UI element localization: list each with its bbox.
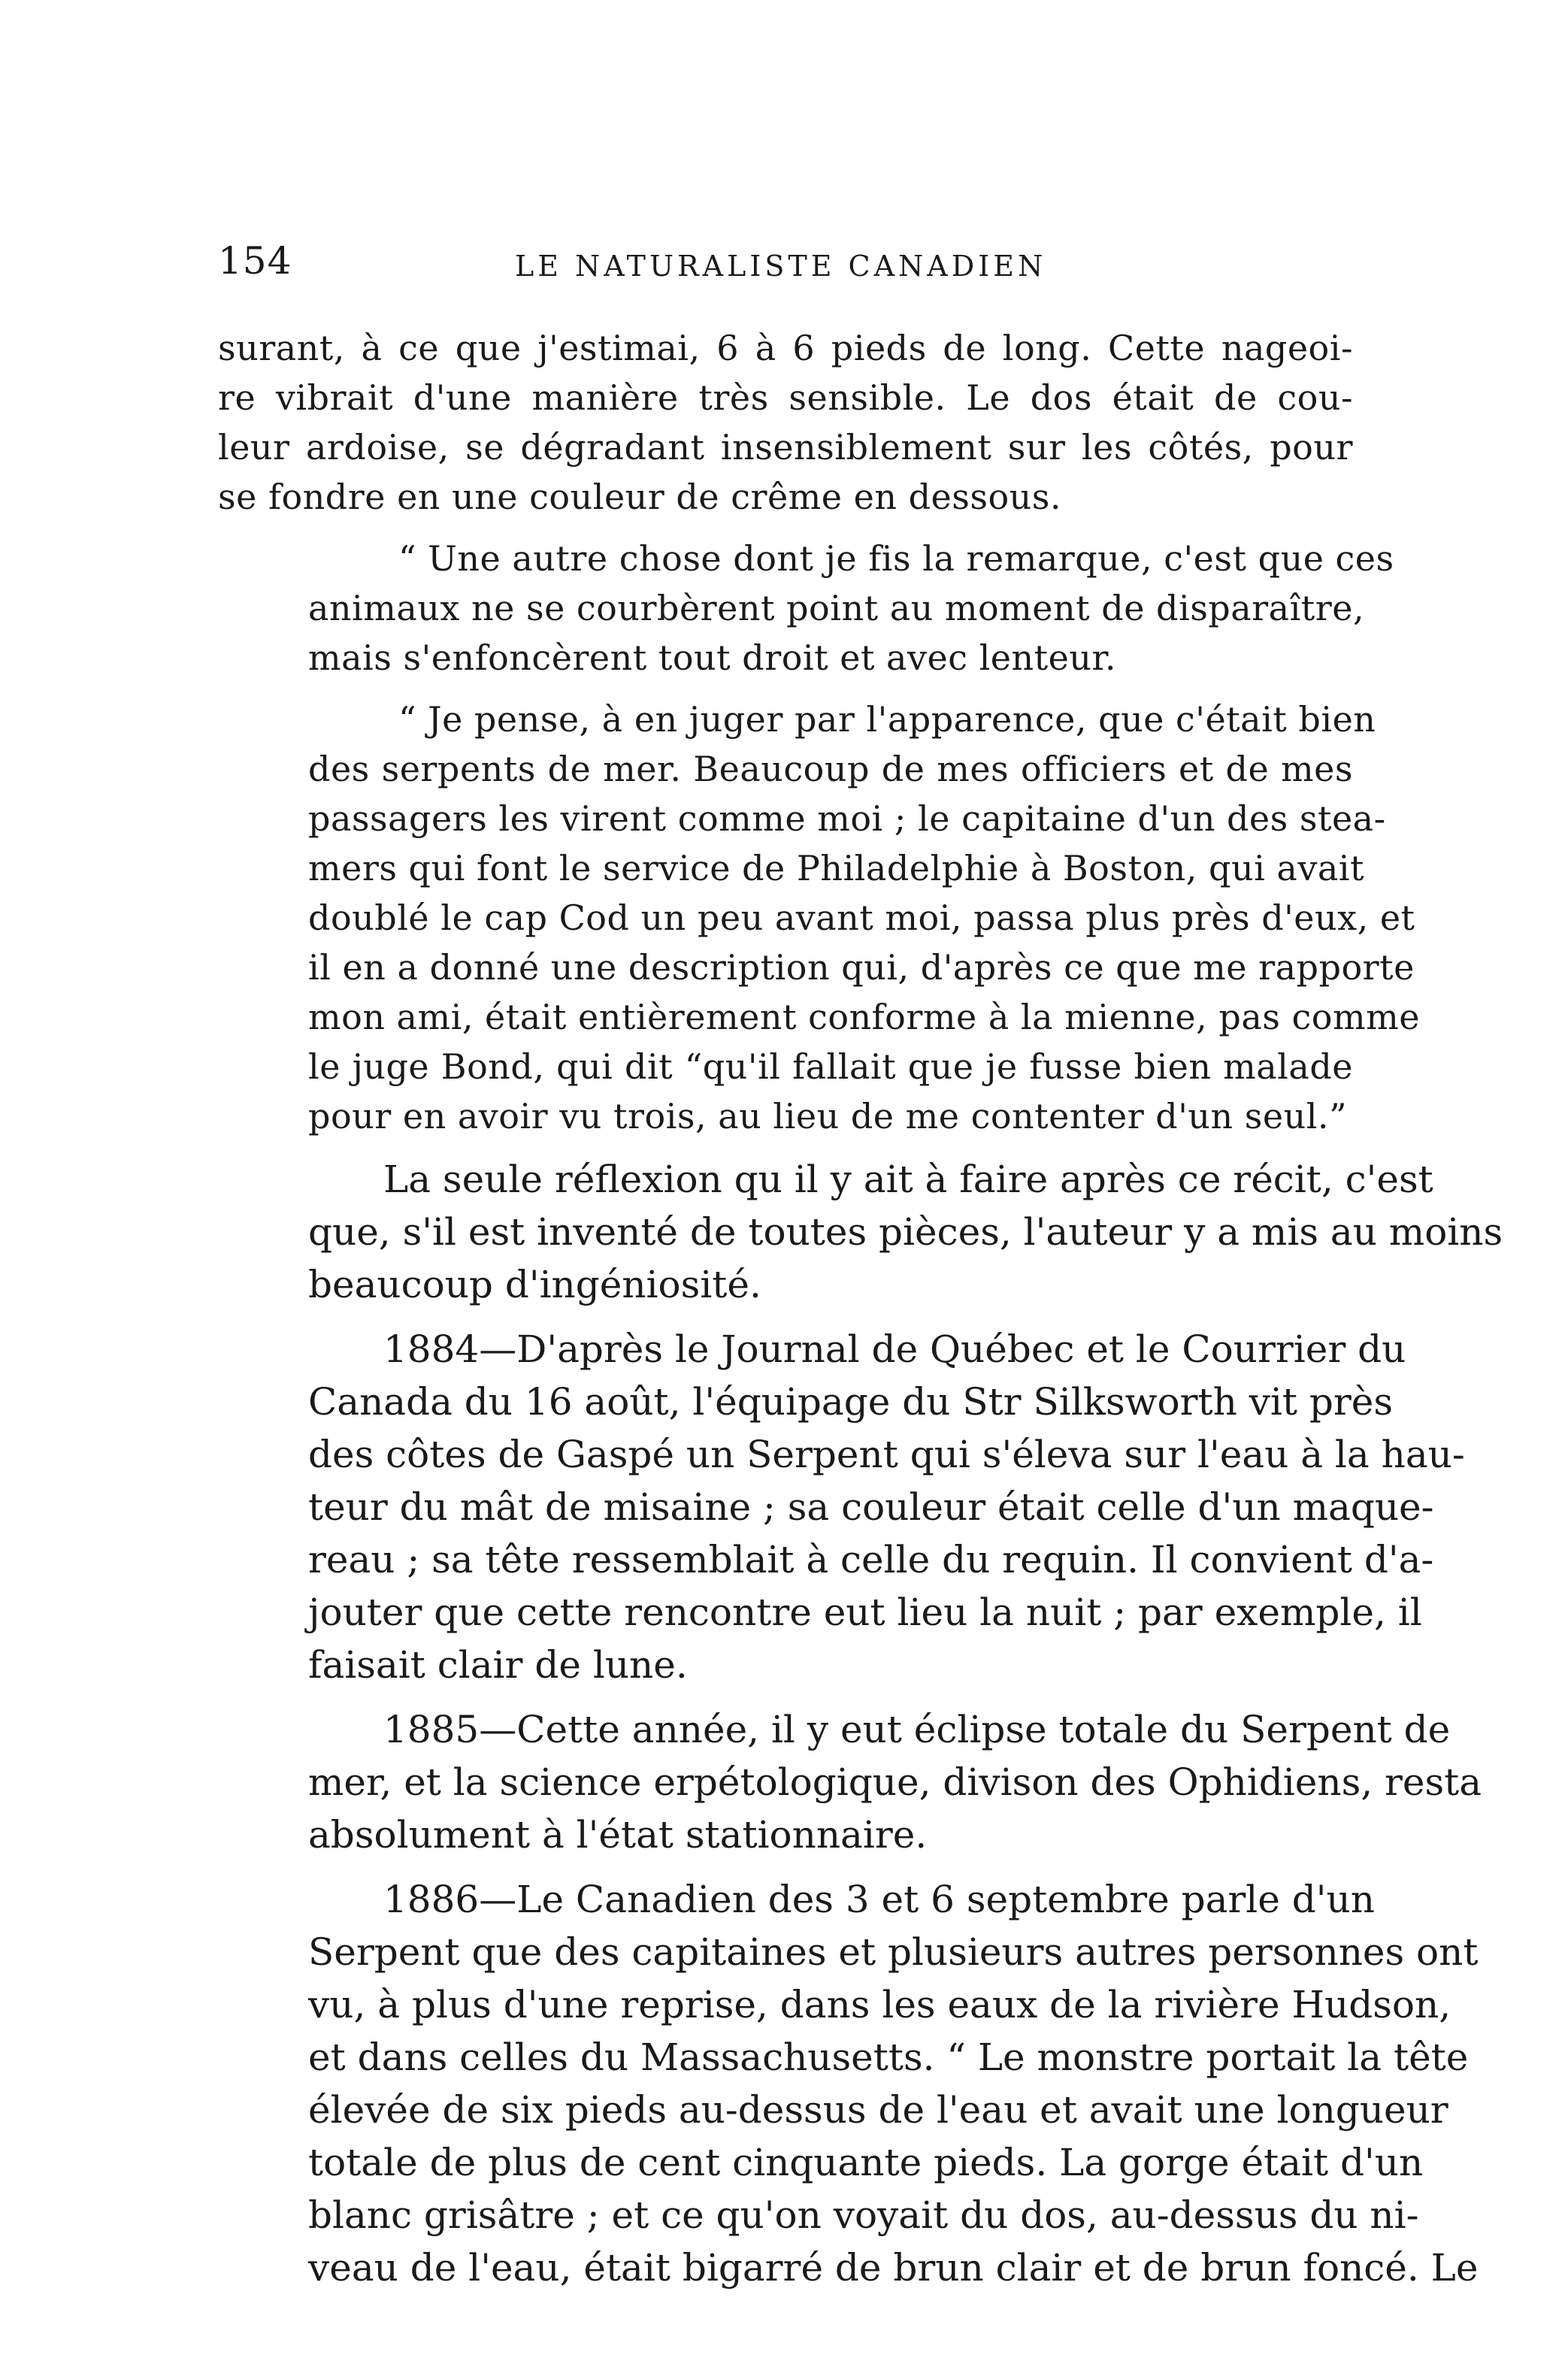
paragraph-1886 [218, 1873, 1479, 2294]
text-line: le juge Bond, qui dit “qu'il fallait que je fusse bien malade [308, 1046, 1353, 1087]
text-line: re vibrait d'une manière très sensible. Le dos était de cou- [218, 377, 1353, 418]
text-line: surant, à ce que j'estimai, 6 à 6 pieds de long. Cette nageoi- [218, 328, 1353, 368]
text-line: Canada du 16 août, l'équipage du Str Silksworth vit près [308, 1380, 1394, 1424]
text-line: absolument à l'état stationnaire. [308, 1813, 928, 1857]
text-line: se fondre en une couleur de crême en dessous. [218, 477, 1062, 517]
text-line: mers qui font le service de Philadelphie à Boston, qui avait [308, 848, 1364, 888]
text-line: blanc grisâtre ; et ce qu'on voyait du dos, au-dessus du ni- [308, 2193, 1419, 2237]
text-line: vu, à plus d'une reprise, dans les eaux de la rivière Hudson, [308, 1983, 1451, 2026]
paragraph-quote-3 [218, 695, 1420, 1141]
page-number: 154 [218, 239, 292, 283]
text-line: 1886—Le Canadien des 3 et 6 septembre parle d'un [383, 1878, 1375, 1921]
page-header [218, 239, 1346, 299]
text-line: et dans celles du Massachusetts. “ Le monstre portait la tête [308, 2035, 1469, 2079]
text-line: totale de plus de cent cinquante pieds. La gorge était d'un [308, 2141, 1424, 2184]
text-line: Serpent que des capitaines et plusieurs autres personnes ont [308, 1930, 1479, 1974]
text-line: des serpents de mer. Beaucoup de mes officiers et de mes [308, 749, 1353, 789]
text-line: beaucoup d'ingéniosité. [308, 1263, 761, 1306]
text-line: “ Une autre chose dont je fis la remarque, c'est que ces [398, 538, 1394, 579]
running-title: LE NATURALISTE CANADIEN [515, 250, 1047, 283]
text-line: passagers les virent comme moi ; le capitaine d'un des stea- [308, 798, 1386, 839]
text-line: élevée de six pieds au-dessus de l'eau et avait une longueur [308, 2088, 1448, 2132]
text-line: mon ami, était entièrement conforme à la mienne, pas comme [308, 997, 1420, 1037]
text-line: mer, et la science erpétologique, divison des Ophidiens, resta [308, 1760, 1482, 1804]
paragraph-continued-quote [218, 323, 1353, 522]
text-line: leur ardoise, se dégradant insensiblement sur les côtés, pour [218, 427, 1353, 468]
text-line: que, s'il est inventé de toutes pièces, l'auteur y a mis au moins [308, 1210, 1503, 1254]
text-line: teur du mât de misaine ; sa couleur était celle d'un maque- [308, 1485, 1434, 1529]
text-line: faisait clair de lune. [308, 1643, 688, 1687]
text-line: doublé le cap Cod un peu avant moi, passa plus près d'eux, et [308, 897, 1415, 938]
text-line: mais s'enfoncèrent tout droit et avec lenteur. [308, 637, 1117, 678]
text-line: des côtes de Gaspé un Serpent qui s'éleva sur l'eau à la hau- [308, 1433, 1465, 1476]
paragraph-quote-2 [218, 534, 1394, 683]
text-line: “ Je pense, à en juger par l'apparence, que c'était bien [398, 699, 1376, 740]
text-line: 1885—Cette année, il y eut éclipse totale du Serpent de [383, 1708, 1451, 1751]
text-line: La seule réflexion qu il y ait à faire après ce récit, c'est [383, 1158, 1433, 1201]
text-line: animaux ne se courbèrent point au moment de disparaître, [308, 588, 1365, 628]
text-line: pour en avoir vu trois, au lieu de me contenter d'un seul.” [308, 1096, 1348, 1137]
text-line: reau ; sa tête ressemblait à celle du requin. Il convient d'a- [308, 1538, 1434, 1581]
text-line: jouter que cette rencontre eut lieu la nuit ; par exemple, il [308, 1591, 1422, 1634]
text-line: veau de l'eau, était bigarré de brun clair et de brun foncé. Le [308, 2246, 1479, 2290]
paragraph-reflection [218, 1153, 1503, 1311]
body-text [218, 323, 1503, 2306]
text-line: 1884—D'après le Journal de Québec et le Courrier du [383, 1327, 1406, 1371]
paragraph-1884 [218, 1323, 1465, 1691]
text-line: il en a donné une description qui, d'après ce que me rapporte [308, 947, 1415, 988]
paragraph-1885 [218, 1703, 1482, 1861]
